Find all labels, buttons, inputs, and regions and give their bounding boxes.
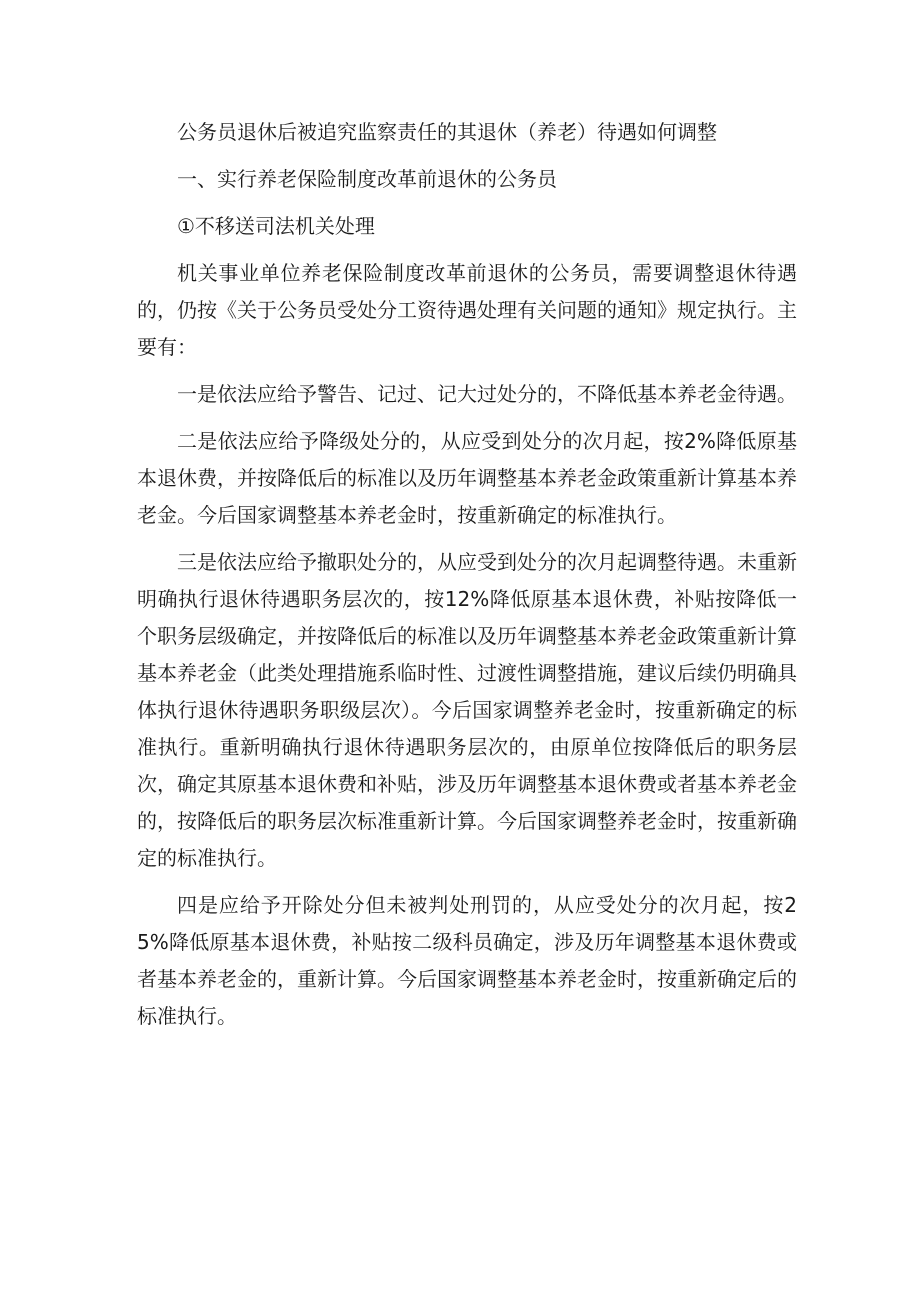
paragraph-item-4: 四是应给予开除处分但未被判处刑罚的，从应受处分的次月起，按25%降低原基本退休费，补贴按二级科员确定，涉及历年调整基本退休费或者基本养老金的，重新计算。今后国家调整基本养老金时，按重新确定后的标准执行。: [137, 893, 797, 1028]
paragraph-item-3: 三是依法应给予撤职处分的，从应受到处分的次月起调整待遇。未重新明确执行退休待遇职务层次的，按12%降低原基本退休费，补贴按降低一个职务层级确定，并按降低后的标准以及历年调整基本养老金政策重新计算基本养老金（此类处理措施系临时性、过渡性调整措施，建议后续仍明确具体执行退休待遇职务职级层次）。今后国家调整养老金时，按重新确定的标准执行。重新明确执行退休待遇职务层次的，由原单位按降低后的职务层次，确定其原基本退休费和补贴，涉及历年调整基本退休费或者基本养老金的，按降低后的职务层次标准重新计算。今后国家调整养老金时，按重新确定的标准执行。: [137, 550, 797, 870]
document-title: 公务员退休后被追究监察责任的其退休（养老）待遇如何调整: [177, 120, 717, 144]
subsection-heading: ①不移送司法机关处理: [177, 214, 375, 238]
paragraph-item-1: 一是依法应给予警告、记过、记大过处分的，不降低基本养老金待遇。: [177, 382, 797, 406]
paragraph-item-2: 二是依法应给予降级处分的，从应受到处分的次月起，按2%降低原基本退休费，并按降低后的标准以及历年调整基本养老金政策重新计算基本养老金。今后国家调整基本养老金时，按重新确定的标准执行。: [137, 429, 797, 527]
document-body: [137, 114, 797, 1045]
paragraph-intro: 机关事业单位养老保险制度改革前退休的公务员，需要调整退休待遇的，仍按《关于公务员受处分工资待遇处理有关问题的通知》规定执行。主要有：: [137, 261, 797, 359]
section-heading: 一、实行养老保险制度改革前退休的公务员: [177, 167, 557, 191]
